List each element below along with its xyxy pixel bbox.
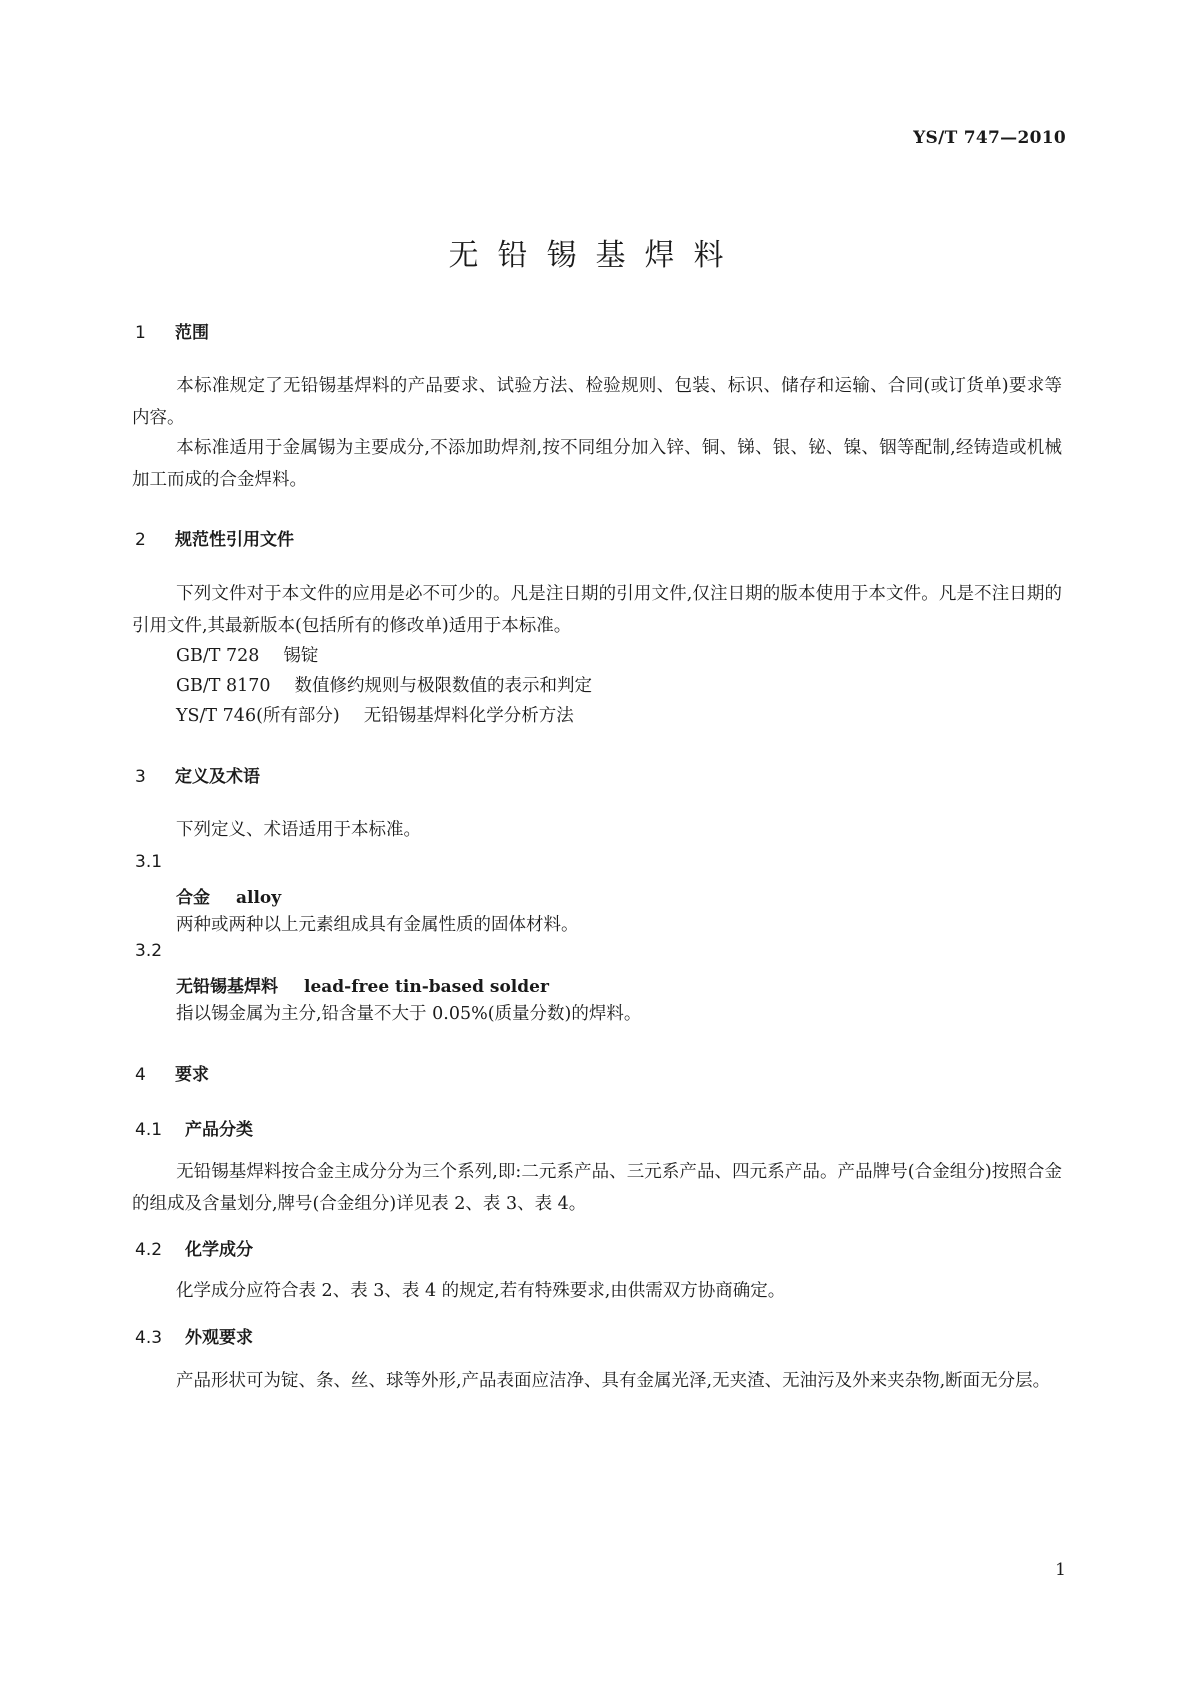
section-number: 2 [135, 530, 146, 550]
reference-name: 无铅锡基焊料化学分析方法 [363, 706, 574, 726]
section-title: 化学成分 [185, 1240, 253, 1260]
section-3-heading [135, 762, 260, 787]
reference-code: GB/T 8170 [176, 676, 271, 696]
section-number: 1 [135, 323, 146, 343]
section-4-1-paragraph [132, 1156, 1062, 1220]
paragraph-text: 本标准适用于金属锡为主要成分,不添加助焊剂,按不同组分加入锌、铜、锑、银、铋、镍、铟等配制,经铸造或机械加工而成的合金焊料。 [132, 438, 1062, 490]
term-en: alloy [236, 888, 282, 908]
section-1-paragraph-2 [132, 432, 1062, 496]
paragraph-text: 化学成分应符合表 2、表 3、表 4 的规定,若有特殊要求,由供需双方协商确定。 [176, 1281, 786, 1301]
paragraph-text: 下列文件对于本文件的应用是必不可少的。凡是注日期的引用文件,仅注日期的版本使用于本文件。凡是不注日期的引用文件,其最新版本(包括所有的修改单)适用于本标准。 [132, 584, 1062, 636]
page-number: 1 [1055, 1560, 1066, 1580]
term-definition: 两种或两种以上元素组成具有金属性质的固体材料。 [176, 915, 579, 935]
reference-item [176, 670, 592, 702]
section-4-heading [135, 1060, 209, 1085]
clause-number-3-2: 3.2 [135, 941, 163, 961]
reference-code: YS/T 746(所有部分) [176, 706, 340, 726]
section-number: 4 [135, 1065, 146, 1085]
section-title: 定义及术语 [175, 767, 260, 787]
section-title: 要求 [175, 1065, 209, 1085]
section-title: 产品分类 [185, 1120, 253, 1140]
term-lead-free-solder [176, 972, 549, 997]
document-title: 无铅锡基焊料 [448, 238, 743, 273]
section-4-2-paragraph [132, 1275, 1062, 1307]
reference-item [176, 700, 574, 732]
reference-name: 数值修约规则与极限数值的表示和判定 [294, 676, 593, 696]
section-2-paragraph-1 [132, 578, 1062, 642]
section-4-2-heading [135, 1235, 253, 1260]
section-number: 4.3 [135, 1328, 163, 1348]
term-definition: 指以锡金属为主分,铅含量不大于 0.05%(质量分数)的焊料。 [176, 1004, 642, 1024]
term-alloy [176, 883, 281, 908]
reference-item [176, 640, 318, 672]
section-1-heading [135, 318, 209, 343]
section-4-3-paragraph [132, 1365, 1062, 1397]
term-zh: 无铅锡基焊料 [176, 977, 278, 997]
section-title: 规范性引用文件 [175, 530, 294, 550]
section-4-3-heading [135, 1323, 253, 1348]
section-4-1-heading [135, 1115, 253, 1140]
section-title: 外观要求 [185, 1328, 253, 1348]
section-number: 3 [135, 767, 146, 787]
term-zh: 合金 [176, 888, 210, 908]
section-number: 4.1 [135, 1120, 163, 1140]
section-1-paragraph-1 [132, 370, 1062, 434]
section-2-heading [135, 525, 294, 550]
paragraph-text: 下列定义、术语适用于本标准。 [176, 820, 421, 840]
standard-code: YS/T 747—2010 [913, 128, 1066, 148]
section-number: 4.2 [135, 1240, 163, 1260]
paragraph-text: 本标准规定了无铅锡基焊料的产品要求、试验方法、检验规则、包装、标识、储存和运输、合同(或订货单)要求等内容。 [132, 376, 1062, 428]
paragraph-text: 产品形状可为锭、条、丝、球等外形,产品表面应洁净、具有金属光泽,无夹渣、无油污及外来夹杂物,断面无分层。 [176, 1371, 1051, 1391]
term-en: lead-free tin-based solder [304, 977, 549, 997]
clause-number-3-1: 3.1 [135, 852, 163, 872]
reference-name: 锡锭 [283, 646, 319, 666]
section-3-paragraph-1 [132, 814, 1062, 846]
section-title: 范围 [175, 323, 209, 343]
paragraph-text: 无铅锡基焊料按合金主成分分为三个系列,即:二元系产品、三元系产品、四元系产品。产品牌号(合金组分)按照合金的组成及含量划分,牌号(合金组分)详见表 2、表 3、表 4。 [132, 1162, 1062, 1214]
reference-code: GB/T 728 [176, 646, 260, 666]
